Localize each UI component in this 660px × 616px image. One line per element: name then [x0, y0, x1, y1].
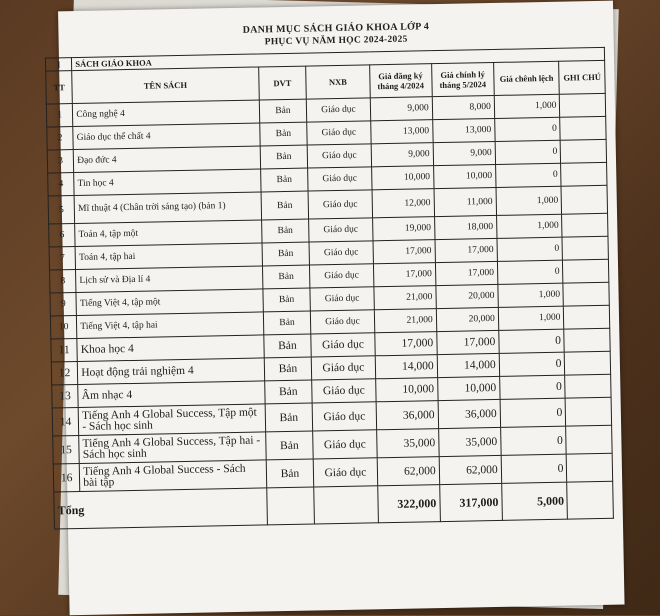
row-number: 7: [49, 247, 76, 271]
official-price-cell: 62,000: [439, 455, 502, 484]
row-number: 1: [46, 104, 73, 127]
document-page: [53, 1, 624, 616]
registered-price-cell: 17,000: [374, 332, 437, 356]
official-price-cell: 36,000: [438, 399, 501, 428]
row-number: 11: [51, 339, 78, 362]
unit-cell: Bản: [263, 311, 311, 335]
note-cell: [561, 162, 607, 186]
book-title: Toán 4, tập một: [75, 220, 262, 247]
publisher-cell: Giáo dục: [310, 287, 374, 311]
publisher-cell: Giáo dục: [314, 458, 378, 487]
unit-cell: Bản: [262, 265, 310, 289]
official-price-cell: 20,000: [436, 284, 499, 308]
official-price-cell: 9,000: [433, 141, 496, 165]
note-cell: [564, 328, 610, 352]
registered-price-cell: 14,000: [375, 355, 438, 379]
price-difference-cell: 0: [499, 375, 565, 399]
publisher-cell: Giáo dục: [311, 310, 375, 334]
registered-price-cell: 21,000: [374, 309, 437, 333]
header-dvt: DVT: [258, 66, 306, 100]
registered-price-cell: 10,000: [375, 378, 438, 402]
book-title: Tiếng Việt 4, tập một: [76, 289, 263, 316]
header-note: GHI CHÚ: [559, 60, 605, 94]
unit-cell: Bản: [259, 99, 307, 123]
note-cell: [563, 259, 609, 283]
header-price-official: Giá chính lý tháng 5/2024: [431, 62, 494, 96]
note-cell: [565, 374, 611, 398]
row-number: 15: [53, 436, 80, 464]
official-price-cell: 18,000: [434, 215, 497, 239]
registered-price-cell: 62,000: [377, 457, 440, 486]
price-difference-cell: 0: [500, 398, 566, 427]
header-nxb: NXB: [306, 65, 370, 99]
registered-price-cell: 21,000: [374, 286, 437, 310]
total-publisher-cell: [314, 486, 378, 524]
unit-cell: Bản: [260, 168, 308, 192]
book-title: Toán 4, tập hai: [75, 243, 262, 270]
registered-price-cell: 19,000: [372, 217, 435, 241]
note-cell: [562, 236, 608, 260]
row-number: 9: [50, 293, 77, 317]
row-number: 13: [52, 385, 79, 409]
header-name: TÊN SÁCH: [72, 67, 259, 104]
publisher-cell: Giáo dục: [312, 356, 376, 380]
note-cell: [564, 305, 610, 329]
unit-cell: Bản: [264, 380, 312, 404]
note-cell: [565, 351, 611, 375]
section-label: SÁCH GIÁO KHOA: [72, 47, 605, 70]
total-official-price: 317,000: [439, 483, 502, 521]
official-price-cell: 8,000: [432, 95, 495, 119]
unit-cell: Bản: [264, 357, 312, 381]
publisher-cell: Giáo dục: [307, 121, 371, 145]
row-number: 12: [51, 362, 78, 386]
row-number: 16: [53, 463, 80, 491]
price-difference-cell: 0: [495, 163, 561, 187]
book-title: Hoạt động trải nghiệm 4: [78, 358, 265, 385]
registered-price-cell: 35,000: [376, 429, 439, 458]
price-difference-cell: 0: [499, 329, 565, 353]
book-title: Lịch sử và Địa lí 4: [76, 266, 263, 293]
official-price-cell: 11,000: [434, 187, 497, 216]
book-title: Công nghệ 4: [73, 100, 260, 127]
section-number: I: [45, 58, 72, 72]
price-difference-cell: 0: [500, 426, 566, 455]
publisher-cell: Giáo dục: [312, 379, 376, 403]
unit-cell: Bản: [266, 459, 314, 488]
registered-price-cell: 12,000: [372, 189, 435, 218]
note-cell: [567, 453, 613, 482]
header-price-difference: Giá chênh lệch: [493, 61, 559, 95]
publisher-cell: Giáo dục: [311, 333, 375, 357]
price-difference-cell: 1,000: [496, 186, 562, 215]
official-price-cell: 17,000: [435, 261, 498, 285]
price-difference-cell: 0: [495, 117, 561, 141]
book-title: Tiếng Anh 4 Global Success, Tập hai - Sách học sinh: [79, 432, 266, 464]
document-title: DANH MỤC SÁCH GIÁO KHOA LỚP 4: [242, 21, 430, 36]
unit-cell: Bản: [265, 403, 313, 432]
registered-price-cell: 13,000: [370, 120, 433, 144]
book-title: Giáo dục thể chất 4: [73, 123, 260, 150]
note-cell: [561, 185, 607, 214]
registered-price-cell: 36,000: [376, 401, 439, 430]
official-price-cell: 13,000: [432, 118, 495, 142]
note-cell: [566, 397, 612, 426]
price-difference-cell: 0: [501, 454, 567, 483]
price-difference-cell: 1,000: [494, 94, 560, 118]
book-title: Khoa học 4: [77, 335, 264, 362]
textbook-price-table: [45, 47, 614, 530]
price-difference-cell: 1,000: [496, 214, 562, 238]
document-subtitle: PHỤC VỤ NĂM HỌC 2024-2025: [264, 34, 408, 48]
price-difference-cell: 0: [495, 140, 561, 164]
header-price-registered: Giá đăng ký tháng 4/2024: [369, 64, 432, 98]
row-number: 3: [47, 150, 74, 173]
price-difference-cell: 1,000: [498, 306, 564, 330]
unit-cell: Bản: [259, 122, 307, 146]
official-price-cell: 10,000: [437, 376, 500, 400]
row-number: 8: [50, 270, 77, 294]
note-cell: [560, 116, 606, 140]
unit-cell: Bản: [261, 219, 309, 243]
book-title: Mĩ thuật 4 (Chân trời sáng tạo) (bản 1): [74, 192, 261, 224]
price-difference-cell: 0: [497, 237, 563, 261]
book-title: Tiếng Anh 4 Global Success, Tập một - Sách học sinh: [78, 404, 265, 436]
row-number: 2: [47, 127, 74, 150]
total-registered-price: 322,000: [377, 485, 440, 523]
publisher-cell: Giáo dục: [309, 218, 373, 242]
book-title: Tiếng Việt 4, tập hai: [77, 312, 264, 339]
registered-price-cell: 17,000: [373, 240, 436, 264]
publisher-cell: Giáo dục: [313, 430, 377, 459]
registered-price-cell: 17,000: [373, 263, 436, 287]
unit-cell: Bản: [262, 242, 310, 266]
registered-price-cell: 10,000: [371, 166, 434, 190]
header-tt: TT: [46, 71, 73, 104]
row-number: 14: [52, 408, 79, 436]
official-price-cell: 14,000: [437, 353, 500, 377]
book-title: Âm nhạc 4: [78, 381, 265, 408]
row-number: 10: [50, 316, 77, 340]
note-cell: [562, 213, 608, 237]
registered-price-cell: 9,000: [370, 97, 433, 121]
note-cell: [561, 139, 607, 163]
official-price-cell: 20,000: [436, 307, 499, 331]
publisher-cell: Giáo dục: [308, 190, 372, 219]
official-price-cell: 35,000: [438, 427, 501, 456]
book-title: Đạo đức 4: [73, 146, 260, 173]
row-number: 4: [48, 173, 75, 197]
official-price-cell: 17,000: [435, 238, 498, 262]
total-unit-cell: [266, 487, 314, 525]
publisher-cell: Giáo dục: [307, 98, 371, 122]
note-cell: [566, 425, 612, 454]
unit-cell: Bản: [262, 288, 310, 312]
publisher-cell: Giáo dục: [312, 402, 376, 431]
unit-cell: Bản: [261, 191, 309, 220]
unit-cell: Bản: [260, 145, 308, 169]
official-price-cell: 17,000: [436, 330, 499, 354]
row-number: 6: [49, 224, 76, 248]
row-number: 5: [48, 196, 75, 224]
book-title: Tin học 4: [74, 169, 261, 196]
total-price-difference: 5,000: [502, 482, 568, 520]
registered-price-cell: 9,000: [371, 143, 434, 167]
publisher-cell: Giáo dục: [308, 167, 372, 191]
publisher-cell: Giáo dục: [309, 241, 373, 265]
total-note-cell: [567, 481, 613, 519]
unit-cell: Bản: [263, 334, 311, 358]
price-difference-cell: 0: [499, 352, 565, 376]
total-label: Tổng: [54, 488, 267, 529]
official-price-cell: 10,000: [433, 164, 496, 188]
unit-cell: Bản: [265, 431, 313, 460]
publisher-cell: Giáo dục: [307, 144, 371, 168]
book-title: Tiếng Anh 4 Global Success - Sách bài tập: [80, 460, 267, 492]
price-difference-cell: 0: [497, 260, 563, 284]
price-difference-cell: 1,000: [498, 283, 564, 307]
note-cell: [560, 93, 606, 117]
note-cell: [563, 282, 609, 306]
publisher-cell: Giáo dục: [310, 264, 374, 288]
